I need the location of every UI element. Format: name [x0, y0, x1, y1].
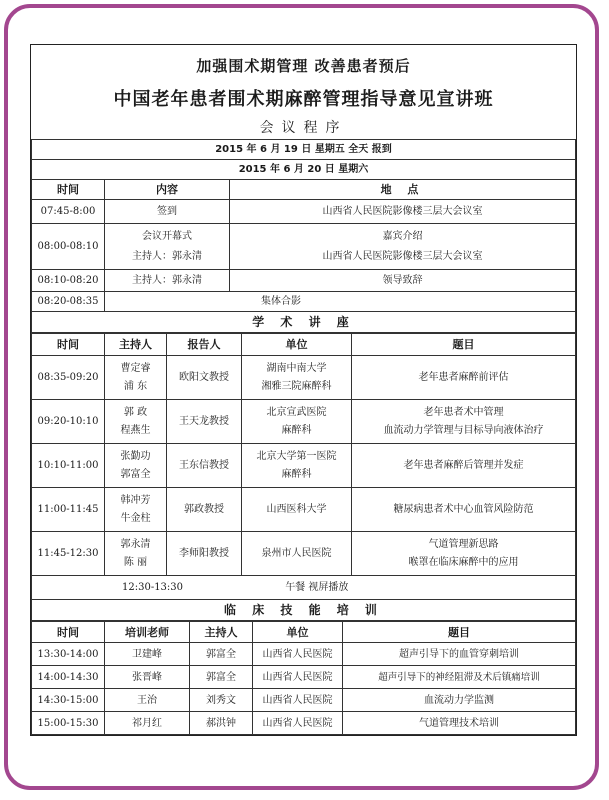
academic-row [32, 532, 576, 576]
agenda-row [32, 224, 576, 270]
agenda-place: 领导致辞 [230, 270, 576, 292]
lecture-unit: 湖南中南大学 湘雅三院麻醉科 [242, 356, 352, 400]
lecture-speaker: 郭政教授 [167, 488, 242, 532]
lecture-topic: 老年患者麻醉前评估 [352, 356, 576, 400]
clinical-header-time: 时间 [32, 622, 105, 643]
agenda-content: 会议开幕式 主持人：郭永清 [105, 224, 230, 270]
day2-row: 2015 年 6 月 20 日 星期六 [32, 160, 576, 180]
training-time: 14:00-14:30 [32, 666, 105, 689]
academic-row [32, 488, 576, 532]
training-topic: 超声引导下的神经阻滞及术后镇痛培训 [343, 666, 576, 689]
academic-row [32, 444, 576, 488]
academic-table [31, 333, 576, 621]
training-teacher: 卫建峰 [105, 643, 190, 666]
lunch-time: 12:30-13:30 [122, 582, 184, 593]
academic-header-topic: 题目 [352, 334, 576, 356]
agenda-time: 08:20-08:35 [32, 292, 105, 312]
training-host: 郭富全 [190, 666, 253, 689]
lecture-speaker: 欧阳文教授 [167, 356, 242, 400]
clinical-header-topic: 题目 [343, 622, 576, 643]
training-time: 13:30-14:00 [32, 643, 105, 666]
lecture-unit: 北京大学第一医院 麻醉科 [242, 444, 352, 488]
lecture-host: 郭永清 陈 丽 [105, 532, 167, 576]
lecture-topic: 气道管理新思路 喉罩在临床麻醉中的应用 [352, 532, 576, 576]
lecture-speaker: 王天龙教授 [167, 400, 242, 444]
agenda-time: 07:45-8:00 [32, 200, 105, 224]
agenda-time: 08:00-08:10 [32, 224, 105, 270]
lecture-unit: 山西医科大学 [242, 488, 352, 532]
agenda-content: 签到 [105, 200, 230, 224]
academic-header-time: 时间 [32, 334, 105, 356]
lecture-host: 郭 政 程燕生 [105, 400, 167, 444]
academic-row [32, 356, 576, 400]
slogan-title: 加强围术期管理 改善患者预后 [196, 57, 411, 75]
agenda-place: 山西省人民医院影像楼三层大会议室 [230, 200, 576, 224]
training-unit: 山西省人民医院 [253, 689, 343, 712]
agenda-place: 嘉宾介绍 山西省人民医院影像楼三层大会议室 [230, 224, 576, 270]
clinical-row [32, 666, 576, 689]
training-time: 14:30-15:00 [32, 689, 105, 712]
training-teacher: 张晋峰 [105, 666, 190, 689]
training-host: 郭富全 [190, 643, 253, 666]
agenda-row [32, 270, 576, 292]
event-title: 中国老年患者围术期麻醉管理指导意见宣讲班 [113, 89, 494, 110]
training-unit: 山西省人民医院 [253, 643, 343, 666]
training-teacher: 王治 [105, 689, 190, 712]
lecture-topic: 老年患者术中管理 血流动力学管理与目标导向液体治疗 [352, 400, 576, 444]
training-host: 刘秀文 [190, 689, 253, 712]
day1-row: 2015 年 6 月 19 日 星期五 全天 报到 [32, 140, 576, 160]
agenda-merged-content: 集体合影 [105, 292, 576, 312]
agenda-content: 主持人：郭永清 [105, 270, 230, 292]
clinical-row [32, 643, 576, 666]
training-topic: 超声引导下的血管穿刺培训 [343, 643, 576, 666]
lecture-speaker: 王东信教授 [167, 444, 242, 488]
academic-row [32, 400, 576, 444]
lunch-row [32, 576, 576, 600]
training-host: 郝洪钟 [190, 712, 253, 735]
lecture-host: 韩冲芳 牛金柱 [105, 488, 167, 532]
lecture-time: 11:45-12:30 [32, 532, 105, 576]
training-unit: 山西省人民医院 [253, 666, 343, 689]
training-unit: 山西省人民医院 [253, 712, 343, 735]
agenda-row [32, 200, 576, 224]
academic-header-unit: 单位 [242, 334, 352, 356]
lecture-host: 曹定睿 浦 东 [105, 356, 167, 400]
agenda-header-place: 地 点 [230, 180, 576, 200]
training-teacher: 祁月红 [105, 712, 190, 735]
clinical-section-title: 临 床 技 能 培 训 [32, 600, 576, 621]
lecture-topic: 老年患者麻醉后管理并发症 [352, 444, 576, 488]
clinical-header-unit: 单位 [253, 622, 343, 643]
clinical-row [32, 689, 576, 712]
agenda-table [31, 139, 576, 333]
training-topic: 气道管理技术培训 [343, 712, 576, 735]
lecture-unit: 北京宣武医院 麻醉科 [242, 400, 352, 444]
lecture-time: 08:35-09:20 [32, 356, 105, 400]
agenda-header-time: 时间 [32, 180, 105, 200]
clinical-header-host: 主持人 [190, 622, 253, 643]
lecture-unit: 泉州市人民医院 [242, 532, 352, 576]
program-sheet [30, 44, 577, 736]
clinical-header-teacher: 培训老师 [105, 622, 190, 643]
lecture-host: 张勤功 郭富全 [105, 444, 167, 488]
program-title: 会议程序 [259, 120, 348, 136]
lecture-time: 11:00-11:45 [32, 488, 105, 532]
training-topic: 血流动力学监测 [343, 689, 576, 712]
academic-section-title: 学 术 讲 座 [32, 312, 576, 333]
lunch-text: 午餐 视屏播放 [285, 582, 349, 593]
clinical-table [31, 621, 576, 735]
academic-header-speaker: 报告人 [167, 334, 242, 356]
lecture-speaker: 李师阳教授 [167, 532, 242, 576]
training-time: 15:00-15:30 [32, 712, 105, 735]
lecture-time: 09:20-10:10 [32, 400, 105, 444]
agenda-header-content: 内容 [105, 180, 230, 200]
academic-header-host: 主持人 [105, 334, 167, 356]
clinical-row [32, 712, 576, 735]
agenda-row [32, 292, 576, 312]
lecture-topic: 糖尿病患者术中心血管风险防范 [352, 488, 576, 532]
lecture-time: 10:10-11:00 [32, 444, 105, 488]
agenda-time: 08:10-08:20 [32, 270, 105, 292]
